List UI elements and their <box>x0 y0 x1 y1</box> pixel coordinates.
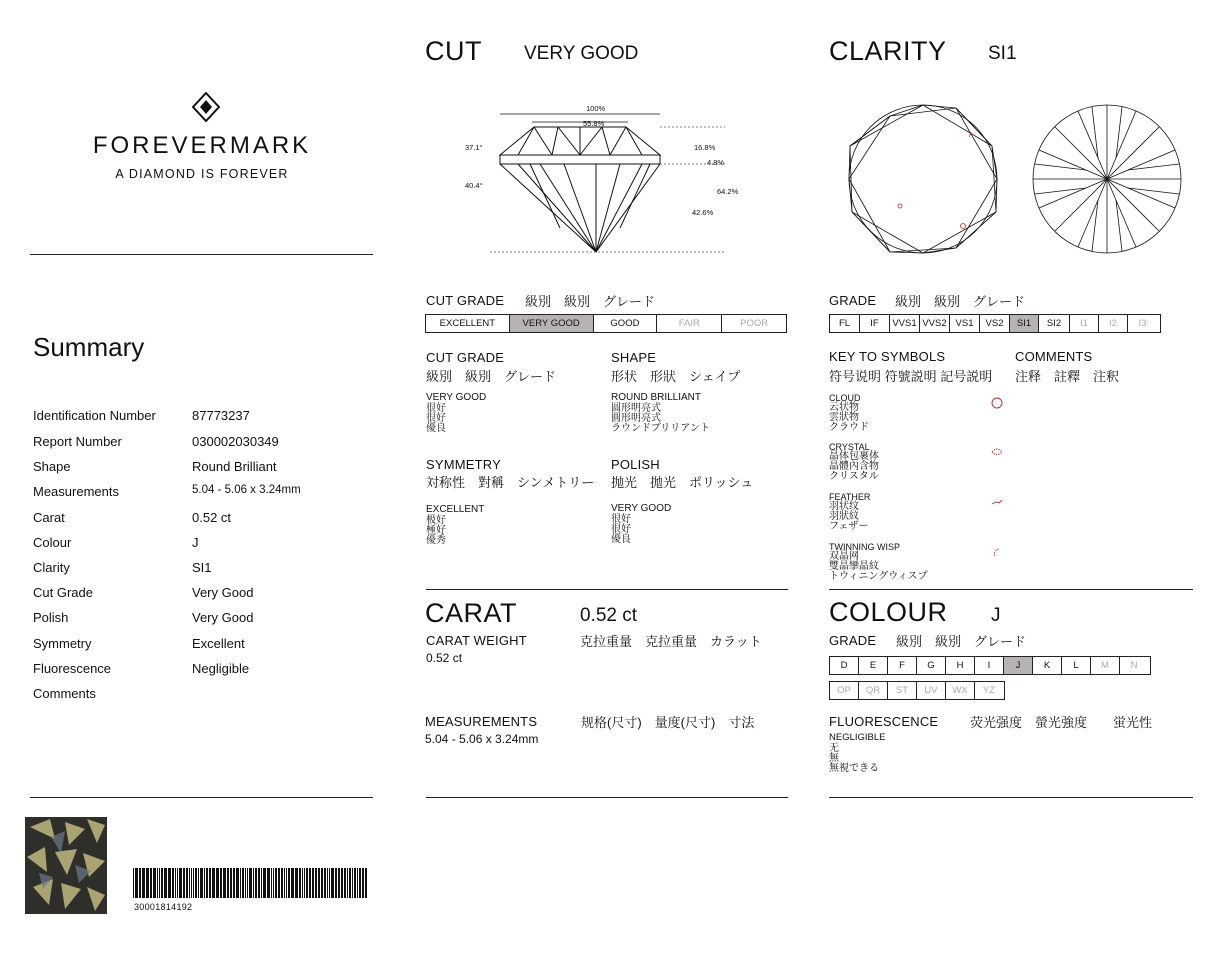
barcode-bar <box>195 868 197 898</box>
symbol-item <box>829 542 928 582</box>
barcode-bar <box>198 868 199 898</box>
barcode-bar <box>177 868 178 898</box>
divider <box>30 797 373 798</box>
detail-cut-grade-value: VERY GOOD <box>426 392 487 403</box>
summary-key: Report Number <box>33 434 122 449</box>
clarity-plot-crown <box>846 102 1000 256</box>
text-line: 极好 <box>426 515 446 526</box>
symbol-name: CRYSTAL <box>829 442 870 452</box>
scale-cell: EXCELLENT <box>439 318 496 329</box>
diamond-photo-image <box>25 817 107 914</box>
barcode-bar <box>133 868 134 898</box>
barcode-bar <box>168 868 171 898</box>
scale-cell: IF <box>859 315 889 332</box>
barcode-bar <box>315 868 317 898</box>
summary-key: Shape <box>33 459 71 474</box>
scale-cell: G <box>916 657 945 674</box>
barcode-bar <box>354 868 356 898</box>
brand-tagline: A DIAMOND IS FOREVER <box>115 167 289 181</box>
barcode-bar <box>146 868 149 898</box>
carat-title: CARAT <box>425 598 518 628</box>
fluorescence-value-jp <box>829 744 879 774</box>
barcode-bar <box>329 868 330 898</box>
barcode-bar <box>206 868 208 898</box>
colour-grade-jp: 級別 級別 グレード <box>896 634 1027 649</box>
barcode-bar <box>284 868 285 898</box>
summary-key: Fluorescence <box>33 661 112 676</box>
barcode-bar <box>249 868 252 898</box>
cut-proportions-diagram <box>460 100 760 260</box>
cut-grade-jp: 級別 級別 グレード <box>525 294 656 309</box>
text-line: 很好 <box>426 413 446 424</box>
clarity-plot-pavilion <box>1030 102 1184 256</box>
detail-polish-value: VERY GOOD <box>611 503 672 514</box>
symbol-jp: クリスタル <box>829 471 879 482</box>
summary-key: Measurements <box>33 484 119 499</box>
symbol-jp: 雙晶攣晶紋 <box>829 561 879 572</box>
barcode-bar <box>352 868 353 898</box>
barcode-bar <box>357 868 358 898</box>
feather-icon <box>989 494 1005 510</box>
barcode-bar <box>306 868 308 898</box>
detail-cut-grade-label: CUT GRADE <box>426 350 505 365</box>
barcode-bar <box>362 868 364 898</box>
barcode-bar <box>220 868 222 898</box>
barcode-bar <box>200 868 203 898</box>
barcode-bar <box>242 868 244 898</box>
detail-cut-grade-jp: 級別 級別 グレード <box>426 369 557 384</box>
scale-cell: QR <box>858 682 887 699</box>
cut-grade-label: CUT GRADE <box>426 293 505 308</box>
barcode-bar <box>309 868 311 898</box>
text-line: 優良 <box>611 534 631 545</box>
barcode-bar <box>318 868 320 898</box>
barcode-bar <box>295 868 298 898</box>
summary-key: Clarity <box>33 560 70 575</box>
key-to-symbols-jp: 符号说明 符號説明 記号説明 <box>829 369 993 384</box>
barcode-bar <box>349 868 351 898</box>
cut-grade-scale <box>425 314 787 333</box>
scale-cell: POOR <box>721 315 786 332</box>
barcode-bar <box>275 868 277 898</box>
forevermark-logo <box>30 92 374 188</box>
text-line: 圆形明亮式 <box>611 403 661 414</box>
text-line: 很好 <box>426 403 446 414</box>
scale-cell: ST <box>887 682 916 699</box>
scale-cell: VS1 <box>949 315 979 332</box>
barcode-bar <box>255 868 257 898</box>
scale-cell: H <box>945 657 974 674</box>
scale-cell: N <box>1119 657 1148 674</box>
text-line: 極好 <box>426 525 446 536</box>
scale-cell: FL <box>838 318 851 329</box>
barcode-bar <box>233 868 235 898</box>
fluorescence-label: FLUORESCENCE <box>829 714 939 729</box>
text-line: 圓形明亮式 <box>611 413 661 424</box>
barcode-bar <box>157 868 158 898</box>
crown-angle: 37.1° <box>465 143 483 152</box>
barcode-bar <box>245 868 246 898</box>
barcode-bar <box>212 868 215 898</box>
scale-cell: I1 <box>1069 315 1098 332</box>
barcode-bar <box>304 868 305 898</box>
scale-cell: F <box>887 657 916 674</box>
barcode-bar <box>278 868 280 898</box>
detail-shape-jp: 形状 形狀 シェイプ <box>611 369 741 384</box>
colour-grade-label: GRADE <box>829 633 877 648</box>
barcode-number: 30001814192 <box>134 902 193 912</box>
barcode-bar <box>204 868 205 898</box>
detail-symmetry-label: SYMMETRY <box>426 457 502 472</box>
barcode-bar <box>267 868 270 898</box>
barcode-bar <box>230 868 232 898</box>
symbol-jp: クラウド <box>829 422 869 433</box>
barcode-bar <box>341 868 343 898</box>
summary-value: SI1 <box>192 560 212 575</box>
summary-value: Round Brilliant <box>192 459 277 474</box>
symbol-jp: 双晶网 <box>829 551 859 562</box>
scale-cell: L <box>1061 657 1090 674</box>
barcode-bar <box>150 868 152 898</box>
detail-polish-label: POLISH <box>611 457 660 472</box>
scale-cell: OP <box>837 685 851 696</box>
twinning-wisp-icon <box>989 544 1005 560</box>
summary-key: Identification Number <box>33 408 156 423</box>
detail-cut-grade-value-jp <box>426 404 446 434</box>
text-line: 很好 <box>611 514 631 525</box>
colour-grade-scale-extended <box>829 681 1005 700</box>
summary-value: 87773237 <box>192 408 250 423</box>
barcode-bar <box>247 868 248 898</box>
summary-value: Negligible <box>192 661 250 676</box>
symbol-jp: 晶体包裹体 <box>829 451 879 462</box>
symbol-jp: 羽状纹 <box>829 501 859 512</box>
barcode-bar <box>327 868 328 898</box>
barcode <box>131 868 371 900</box>
diamond-icon <box>192 92 220 122</box>
detail-polish-value-jp <box>611 515 631 545</box>
detail-shape-label: SHAPE <box>611 350 657 365</box>
barcode-bar <box>258 868 260 898</box>
summary-value: J <box>192 535 199 550</box>
barcode-bar <box>335 868 337 898</box>
barcode-bar <box>312 868 314 898</box>
clarity-grade-label: GRADE <box>829 293 877 308</box>
symbol-jp: トウィニングウィスプ <box>829 571 928 582</box>
barcode-bar <box>189 868 190 898</box>
scale-cell: I <box>974 657 1003 674</box>
text-line: 優良 <box>426 423 446 434</box>
summary-key: Comments <box>33 686 96 701</box>
barcode-bar <box>299 868 301 898</box>
barcode-bar <box>271 868 272 898</box>
symbol-item <box>829 492 870 532</box>
barcode-bar <box>261 868 262 898</box>
barcode-bar <box>179 868 182 898</box>
summary-value: Very Good <box>192 610 254 625</box>
detail-symmetry-value-jp <box>426 516 446 546</box>
symbol-name: TWINNING WISP <box>829 542 900 552</box>
barcode-bar <box>291 868 294 898</box>
symbol-item <box>829 393 869 433</box>
scale-cell: VS2 <box>979 315 1009 332</box>
pavilion-angle: 40.4° <box>465 181 483 190</box>
symbol-jp: 羽狀紋 <box>829 511 859 522</box>
cut-value: VERY GOOD <box>524 43 639 64</box>
carat-weight-jp: 克拉重量 克拉重量 カラット <box>580 634 762 649</box>
barcode-bar <box>273 868 274 898</box>
scale-cell: VVS2 <box>919 315 949 332</box>
divider <box>829 589 1193 590</box>
clarity-title: CLARITY <box>829 36 947 66</box>
symbol-jp: 晶體內含物 <box>829 461 879 472</box>
scale-cell: VERY GOOD <box>509 315 593 332</box>
crown-height: 16.8% <box>694 143 716 152</box>
barcode-bar <box>263 868 266 898</box>
scale-cell: SI2 <box>1038 315 1069 332</box>
scale-cell: I2 <box>1098 315 1127 332</box>
scale-cell: SI1 <box>1009 315 1038 332</box>
barcode-bar <box>135 868 138 898</box>
symbol-name: CLOUD <box>829 393 861 403</box>
summary-key: Polish <box>33 610 69 625</box>
barcode-bar <box>344 868 346 898</box>
barcode-bar <box>153 868 156 898</box>
barcode-bar <box>191 868 192 898</box>
barcode-bar <box>365 868 367 898</box>
summary-value: 0.52 ct <box>192 510 232 525</box>
pavilion-depth: 42.6% <box>692 208 714 217</box>
brand-name: FOREVERMARK <box>92 132 312 159</box>
girdle-percent: 4.8% <box>707 158 725 167</box>
summary-key: Colour <box>33 535 72 550</box>
barcode-bar <box>302 868 303 898</box>
scale-cell: K <box>1032 657 1061 674</box>
clarity-grade-jp: 級別 級別 グレード <box>895 294 1026 309</box>
barcode-bar <box>288 868 290 898</box>
scale-cell: E <box>858 657 887 674</box>
scale-cell: M <box>1090 657 1119 674</box>
total-depth: 64.2% <box>717 187 739 196</box>
symbol-item <box>829 442 879 482</box>
scale-cell: VVS1 <box>889 315 919 332</box>
symbol-name: FEATHER <box>829 492 871 502</box>
barcode-bar <box>164 868 167 898</box>
barcode-bar <box>324 868 326 898</box>
barcode-bar <box>338 868 340 898</box>
diamond-profile-icon <box>460 100 760 260</box>
barcode-bar <box>236 868 239 898</box>
symbol-jp: フェザー <box>829 521 869 532</box>
scale-cell: FAIR <box>656 315 721 332</box>
text-line: 无 <box>829 743 839 754</box>
barcode-bar <box>139 868 141 898</box>
detail-polish-jp: 抛光 拋光 ポリッシュ <box>611 475 754 490</box>
divider <box>426 589 788 590</box>
summary-value: Excellent <box>192 636 245 651</box>
detail-symmetry-value: EXCELLENT <box>426 504 485 515</box>
comments-jp: 注释 註釋 注釈 <box>1015 369 1120 384</box>
detail-symmetry-jp: 対称性 對稱 シンメトリー <box>426 475 595 490</box>
barcode-bar <box>186 868 188 898</box>
diamond-photo <box>25 817 107 914</box>
barcode-bar <box>347 868 348 898</box>
key-to-symbols-label: KEY TO SYMBOLS <box>829 349 946 364</box>
barcode-bar <box>159 868 160 898</box>
carat-weight-label: CARAT WEIGHT <box>426 633 527 648</box>
symbol-jp: 云状物 <box>829 402 859 413</box>
barcode-bar <box>216 868 219 898</box>
colour-grade-scale <box>829 656 1151 675</box>
scale-cell: WX <box>945 682 974 699</box>
crown-percent: 55.8% <box>583 119 605 128</box>
barcode-bar <box>321 868 323 898</box>
text-line: 無 <box>829 753 839 764</box>
barcode-bar <box>183 868 185 898</box>
summary-key: Symmetry <box>33 636 92 651</box>
measurements-jp: 规格(尺寸) 量度(尺寸) 寸法 <box>581 715 755 730</box>
summary-key: Cut Grade <box>33 585 93 600</box>
divider <box>30 254 373 255</box>
detail-shape-value: ROUND BRILLIANT <box>611 392 702 403</box>
barcode-bar <box>240 868 241 898</box>
scale-cell: D <box>840 660 848 671</box>
colour-value: J <box>991 605 1001 626</box>
barcode-bar <box>227 868 229 898</box>
barcode-bar <box>161 868 163 898</box>
barcode-bar <box>209 868 211 898</box>
scale-cell: GOOD <box>593 315 657 332</box>
scale-cell: I3 <box>1127 315 1157 332</box>
text-line: 無視できる <box>829 763 879 774</box>
barcode-bar <box>193 868 194 898</box>
text-line: 很好 <box>611 524 631 535</box>
barcode-bar <box>172 868 174 898</box>
barcode-bar <box>281 868 283 898</box>
scale-cell: UV <box>916 682 945 699</box>
table-percent: 100% <box>586 104 606 113</box>
crystal-icon <box>989 444 1005 460</box>
divider <box>426 797 788 798</box>
barcode-bar <box>331 868 334 898</box>
barcode-bar <box>286 868 287 898</box>
symbol-jp: 雲狀物 <box>829 412 859 423</box>
text-line: ラウンドブリリアント <box>611 423 710 434</box>
summary-value: 5.04 - 5.06 x 3.24mm <box>192 484 301 496</box>
cut-title: CUT <box>425 36 482 66</box>
carat-value: 0.52 ct <box>580 605 638 626</box>
comments-label: COMMENTS <box>1015 349 1093 364</box>
fluorescence-jp: 荧光强度 螢光強度 蛍光性 <box>970 715 1153 730</box>
colour-title: COLOUR <box>829 597 948 627</box>
summary-value: Very Good <box>192 585 254 600</box>
text-line: 優秀 <box>426 535 446 546</box>
clarity-value: SI1 <box>988 43 1017 64</box>
scale-cell: J <box>1003 657 1032 674</box>
detail-shape-value-jp <box>611 404 710 434</box>
summary-value: 030002030349 <box>192 434 279 449</box>
barcode-bar <box>223 868 226 898</box>
barcode-bar <box>253 868 254 898</box>
summary-title: Summary <box>33 332 145 362</box>
scale-cell: YZ <box>974 682 1003 699</box>
measurements-label: MEASUREMENTS <box>425 714 538 729</box>
divider <box>829 797 1193 798</box>
carat-weight-value: 0.52 ct <box>426 651 463 665</box>
barcode-bar <box>142 868 145 898</box>
summary-key: Carat <box>33 510 65 525</box>
barcode-bar <box>175 868 176 898</box>
fluorescence-value: NEGLIGIBLE <box>829 732 886 743</box>
clarity-grade-scale <box>829 314 1161 333</box>
measurements-value: 5.04 - 5.06 x 3.24mm <box>425 732 539 746</box>
barcode-bar <box>359 868 361 898</box>
cloud-icon <box>989 395 1005 411</box>
